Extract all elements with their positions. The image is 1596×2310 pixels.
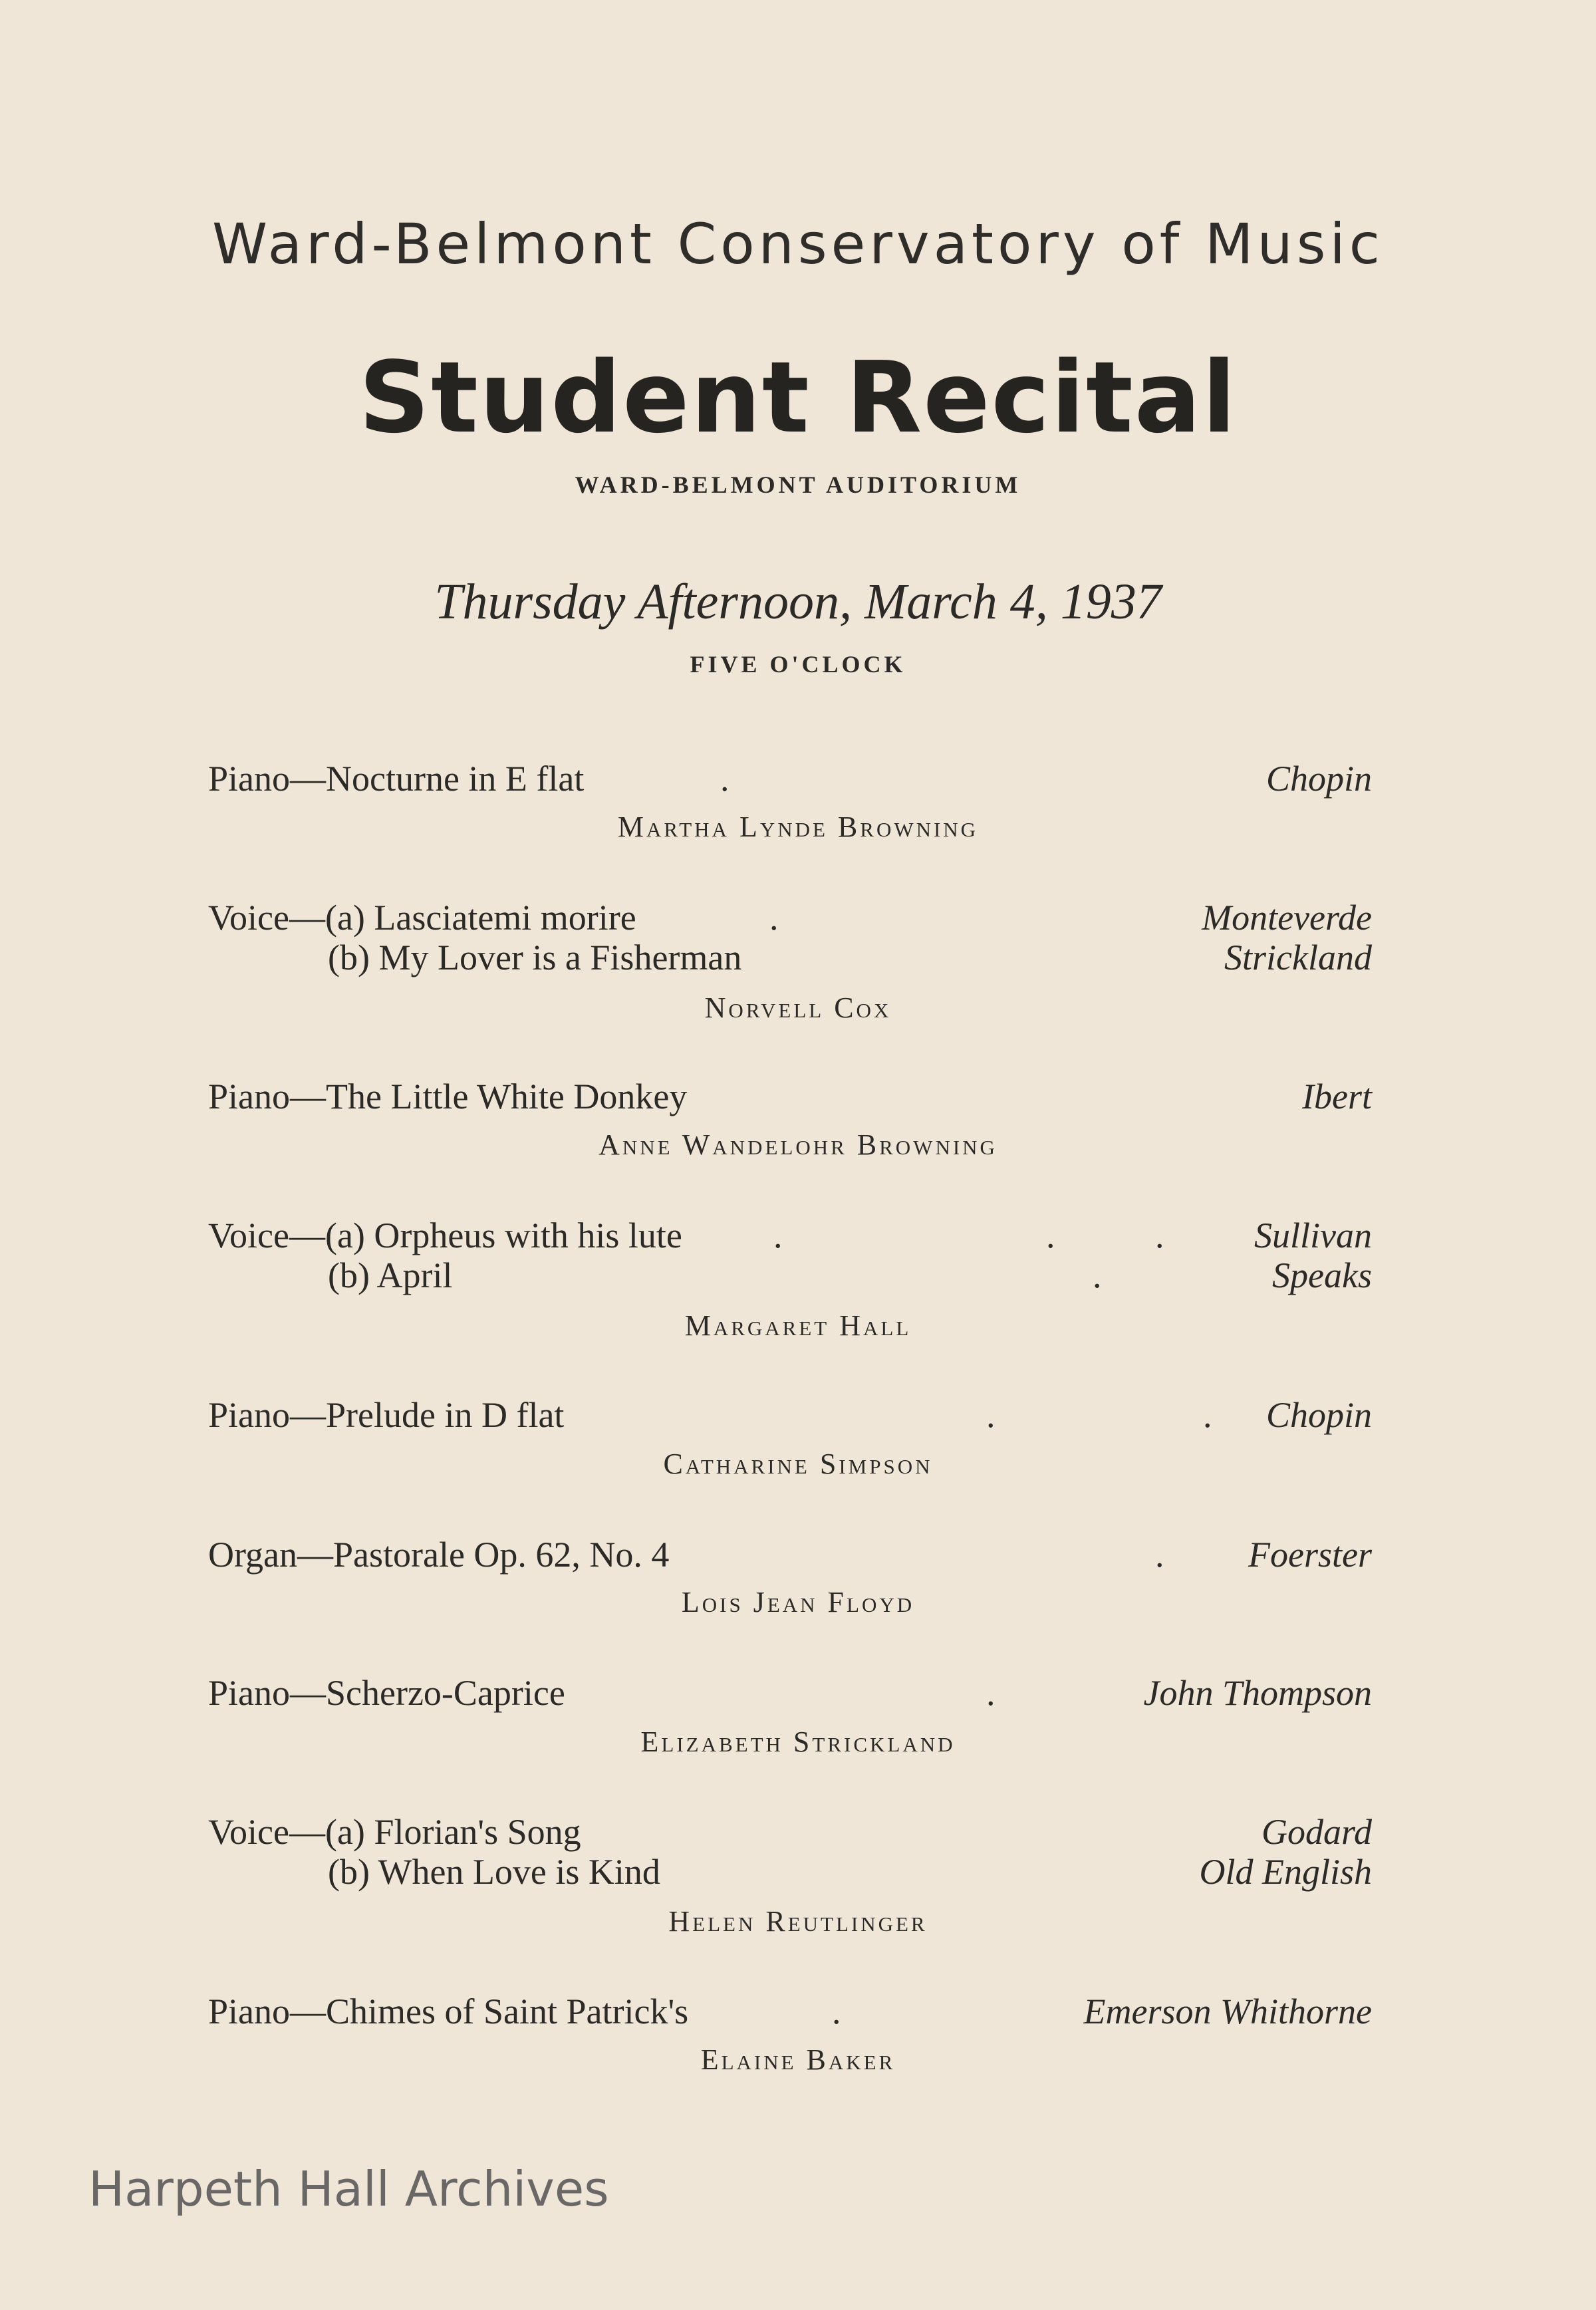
program-item-4-sub — [208, 1252, 1372, 1299]
leader-dot: . — [773, 1216, 783, 1255]
piece-title: Voice—(a) Lasciatemi morire — [208, 898, 636, 938]
piece-title: (b) When Love is Kind — [328, 1852, 660, 1892]
time: FIVE O'CLOCK — [690, 651, 906, 678]
composer: John Thompson — [1143, 1673, 1372, 1713]
leader-dot: . — [769, 898, 779, 938]
performer: Catharine Simpson — [663, 1448, 933, 1480]
leader-dot: . — [832, 1991, 841, 2031]
program-item-1 — [208, 755, 1372, 802]
leader-dot: . — [1203, 1395, 1212, 1435]
leader-dot: . — [1093, 1255, 1102, 1295]
performer: Helen Reutlinger — [668, 1905, 928, 1938]
venue: WARD-BELMONT AUDITORIUM — [575, 471, 1021, 498]
composer: Godard — [1261, 1812, 1372, 1852]
conservatory-name: Ward-Belmont Conservatory of Music — [212, 211, 1384, 277]
performer: Lois Jean Floyd — [681, 1586, 915, 1618]
performer: Elaine Baker — [700, 2043, 896, 2076]
program-item-7 — [208, 1670, 1372, 1716]
composer: Sullivan — [1254, 1216, 1372, 1255]
performer: Martha Lynde Browning — [617, 811, 979, 843]
performer: Margaret Hall — [684, 1309, 912, 1342]
composer: Monteverde — [1202, 898, 1372, 938]
leader-dot: . — [1155, 1535, 1164, 1575]
composer: Chopin — [1265, 759, 1372, 799]
program-item-9 — [208, 1988, 1372, 2035]
composer: Speaks — [1272, 1255, 1372, 1295]
composer: Ibert — [1302, 1077, 1372, 1116]
piece-title: (b) My Lover is a Fisherman — [328, 938, 742, 977]
piece-title: (b) April — [328, 1255, 453, 1295]
piece-title: Voice—(a) Florian's Song — [208, 1812, 581, 1852]
piece-title: Organ—Pastorale Op. 62, No. 4 — [208, 1535, 670, 1575]
leader-dot: . — [986, 1673, 996, 1713]
program-item-2-sub — [208, 934, 1372, 981]
piece-title: Piano—The Little White Donkey — [208, 1077, 688, 1116]
composer: Foerster — [1248, 1535, 1372, 1575]
archive-watermark: Harpeth Hall Archives — [88, 2161, 609, 2217]
piece-title: Piano—Prelude in D flat — [208, 1395, 565, 1435]
program-item-5 — [208, 1392, 1372, 1438]
leader-dot: . — [986, 1395, 996, 1435]
performer: Anne Wandelohr Browning — [598, 1128, 998, 1161]
performer: Elizabeth Strickland — [640, 1726, 956, 1758]
composer: Strickland — [1224, 938, 1372, 977]
program-item-8-sub — [208, 1849, 1372, 1895]
piece-title: Piano—Scherzo-Caprice — [208, 1673, 565, 1713]
program-item-6 — [208, 1531, 1372, 1578]
leader-dot: . — [1155, 1216, 1164, 1255]
date: Thursday Afternoon, March 4, 1937 — [434, 574, 1162, 630]
composer: Emerson Whithorne — [1083, 1991, 1372, 2031]
page-title: Student Recital — [358, 340, 1238, 455]
piece-title: Piano—Nocturne in E flat — [208, 759, 585, 799]
piece-title: Piano—Chimes of Saint Patrick's — [208, 1991, 689, 2031]
composer: Old English — [1199, 1852, 1372, 1892]
performer: Norvell Cox — [704, 991, 892, 1024]
leader-dot: . — [1046, 1216, 1055, 1255]
composer: Chopin — [1265, 1395, 1372, 1435]
piece-title: Voice—(a) Orpheus with his lute — [208, 1216, 682, 1255]
leader-dot: . — [720, 759, 730, 799]
program-item-3 — [208, 1073, 1372, 1120]
